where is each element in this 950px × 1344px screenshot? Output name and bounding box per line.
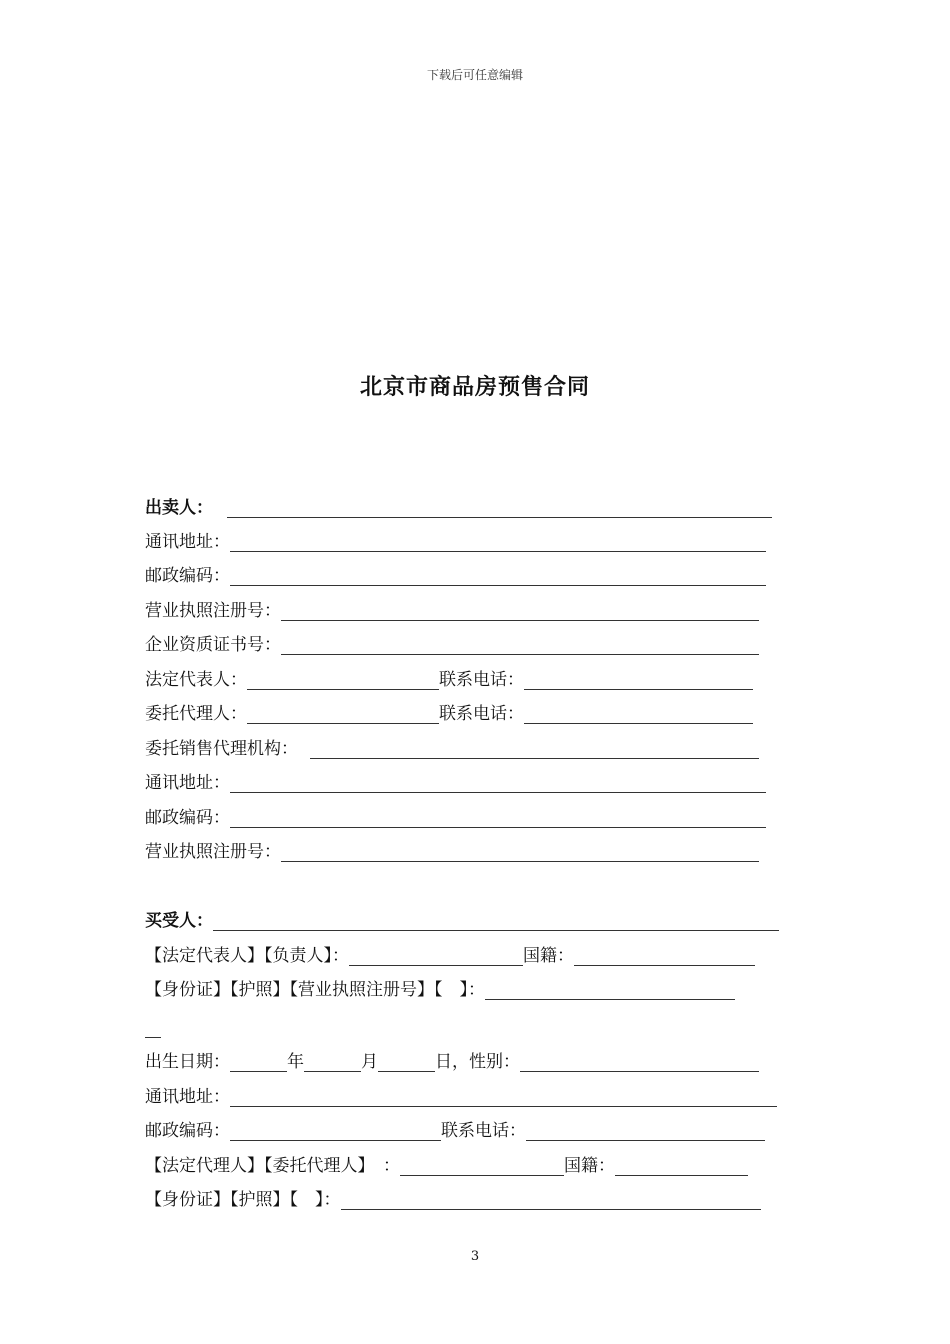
buyer-agent-row <box>145 1142 748 1176</box>
seller-legal-rep-field[interactable] <box>247 667 439 690</box>
buyer-id-field-continuation[interactable] <box>145 1015 161 1038</box>
buyer-birth-month-label: 月 <box>361 1052 378 1072</box>
seller-agent-label: 委托代理人： <box>145 704 247 724</box>
agency-address-label: 通讯地址： <box>145 773 230 793</box>
seller-phone-field-1[interactable] <box>524 667 753 690</box>
seller-row <box>145 484 772 518</box>
seller-name-field[interactable] <box>227 495 772 518</box>
buyer-name-field[interactable] <box>213 908 779 931</box>
buyer-label: 买受人： <box>145 911 213 931</box>
page-number: 3 <box>470 1249 480 1264</box>
buyer-id-row <box>145 966 735 1000</box>
seller-phone-label-1: 联系电话： <box>439 670 524 690</box>
buyer-birth-label: 出生日期： <box>145 1052 230 1072</box>
buyer-id-label: 【身份证】【护照】【营业执照注册号】【 】： <box>145 980 485 1000</box>
buyer-rep-row <box>145 932 755 966</box>
seller-license-field[interactable] <box>281 598 759 621</box>
seller-phone-field-2[interactable] <box>524 701 753 724</box>
page-header-note: 下载后可任意编辑 <box>426 68 523 82</box>
agency-address-row <box>145 759 766 793</box>
seller-qualification-label: 企业资质证书号： <box>145 635 281 655</box>
buyer-address-label: 通讯地址： <box>145 1087 230 1107</box>
seller-label: 出卖人： <box>145 498 213 518</box>
buyer-postcode-field[interactable] <box>230 1118 441 1141</box>
buyer-birth-year-label: 年 <box>287 1052 304 1072</box>
buyer-birth-month-field[interactable] <box>304 1049 361 1072</box>
buyer-id-continuation <box>145 1004 161 1038</box>
sales-agency-row <box>145 725 759 759</box>
agency-postcode-row <box>145 794 766 828</box>
seller-postcode-label: 邮政编码： <box>145 566 230 586</box>
buyer-agent-id-label: 【身份证】【护照】【 】： <box>145 1190 341 1210</box>
seller-agent-row <box>145 690 753 724</box>
seller-legal-rep-row <box>145 656 753 690</box>
buyer-postcode-label: 邮政编码： <box>145 1121 230 1141</box>
buyer-agent-id-field[interactable] <box>341 1187 761 1210</box>
agency-postcode-field[interactable] <box>230 805 766 828</box>
buyer-postcode-row <box>145 1107 765 1141</box>
seller-qualification-row <box>145 621 759 655</box>
seller-address-label: 通讯地址： <box>145 532 230 552</box>
seller-address-field[interactable] <box>230 529 766 552</box>
seller-qualification-field[interactable] <box>281 632 759 655</box>
buyer-agent-id-row <box>145 1176 761 1210</box>
seller-address-row <box>145 518 766 552</box>
contract-title: 北京市商品房预售合同 <box>359 374 590 400</box>
seller-phone-label-2: 联系电话： <box>439 704 524 724</box>
buyer-agent-label: 【法定代理人】【委托代理人】 ： <box>145 1156 400 1176</box>
buyer-address-row <box>145 1073 777 1107</box>
buyer-nationality-field-1[interactable] <box>574 943 755 966</box>
buyer-id-field[interactable] <box>485 977 735 1000</box>
agency-license-row <box>145 828 759 862</box>
agency-address-field[interactable] <box>230 770 766 793</box>
buyer-nationality-field-2[interactable] <box>615 1153 748 1176</box>
buyer-gender-field[interactable] <box>520 1049 759 1072</box>
buyer-nationality-label-1: 国籍： <box>523 946 574 966</box>
buyer-birth-day-gender-label: 日，性别： <box>435 1052 520 1072</box>
buyer-address-field[interactable] <box>230 1084 777 1107</box>
buyer-rep-field[interactable] <box>349 943 523 966</box>
buyer-birth-year-field[interactable] <box>230 1049 287 1072</box>
buyer-rep-label: 【法定代表人】【负责人】： <box>145 946 349 966</box>
seller-license-label: 营业执照注册号： <box>145 601 281 621</box>
buyer-birth-day-field[interactable] <box>378 1049 435 1072</box>
seller-postcode-field[interactable] <box>230 563 766 586</box>
agency-license-label: 营业执照注册号： <box>145 842 281 862</box>
seller-license-row <box>145 587 759 621</box>
buyer-phone-label: 联系电话： <box>441 1121 526 1141</box>
buyer-phone-field[interactable] <box>526 1118 765 1141</box>
agency-license-field[interactable] <box>281 839 759 862</box>
seller-legal-rep-label: 法定代表人： <box>145 670 247 690</box>
buyer-agent-field[interactable] <box>400 1153 564 1176</box>
sales-agency-field[interactable] <box>310 736 759 759</box>
buyer-nationality-label-2: 国籍： <box>564 1156 615 1176</box>
sales-agency-label: 委托销售代理机构： <box>145 739 298 759</box>
agency-postcode-label: 邮政编码： <box>145 808 230 828</box>
buyer-birth-row <box>145 1038 759 1072</box>
buyer-row <box>145 897 779 931</box>
seller-agent-field[interactable] <box>247 701 439 724</box>
seller-postcode-row <box>145 552 766 586</box>
